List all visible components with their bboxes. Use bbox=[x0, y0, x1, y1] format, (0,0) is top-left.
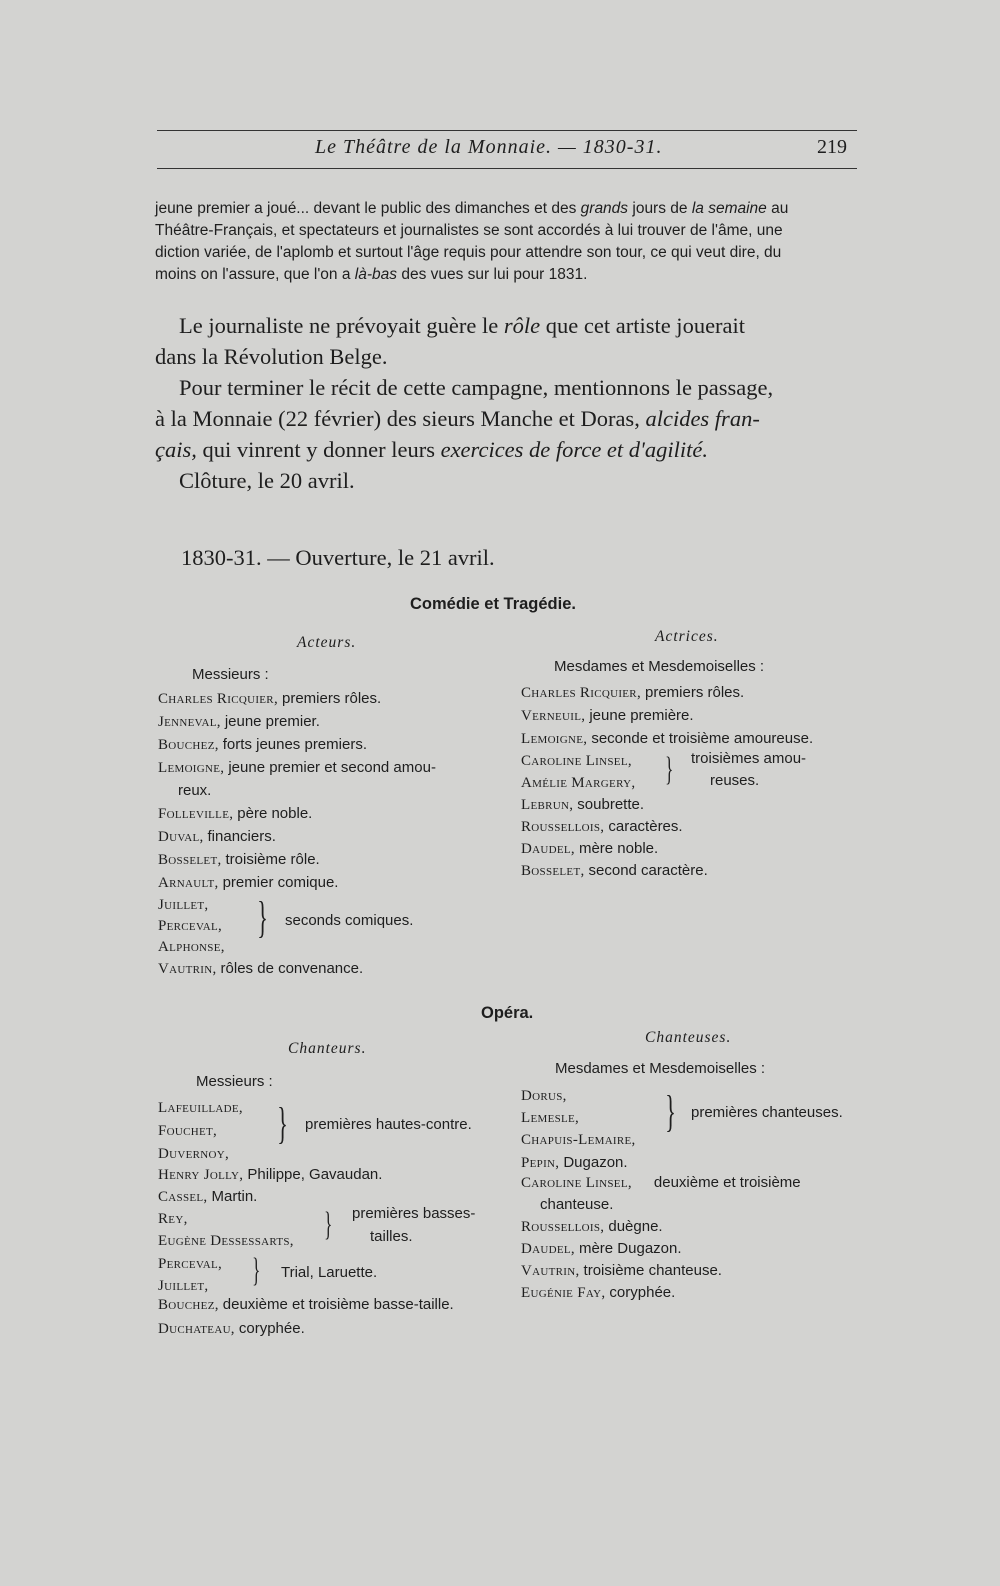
section-title-comedie: Comédie et Tragédie. bbox=[410, 595, 576, 613]
singer-group-role: tailles. bbox=[370, 1228, 413, 1245]
singer-entry: Caroline Linsel, deuxième et troisième bbox=[521, 1174, 801, 1191]
singer-entry: Cassel, Martin. bbox=[158, 1188, 258, 1205]
singer-group-name: Lemesle, bbox=[521, 1110, 580, 1126]
actor-entry: Arnault, premier comique. bbox=[158, 874, 339, 891]
singer-group-name: Lafeuillade, bbox=[158, 1100, 243, 1116]
singer-entry: Vautrin, troisième chanteuse. bbox=[521, 1262, 722, 1279]
singer-entry: Roussellois, duègne. bbox=[521, 1218, 663, 1235]
actor-entry: Bosselet, troisième rôle. bbox=[158, 851, 320, 868]
column-head-chanteurs: Chanteurs. bbox=[288, 1040, 367, 1057]
actor-entry: Duval, financiers. bbox=[158, 828, 276, 845]
singer-entry: Duchateau, coryphée. bbox=[158, 1320, 305, 1337]
singer-group-name: Duvernoy, bbox=[158, 1146, 230, 1162]
singer-group-name: Fouchet, bbox=[158, 1123, 218, 1139]
actress-entry: Lemoigne, seconde et troisième amoureuse. bbox=[521, 730, 814, 747]
page-number: 219 bbox=[817, 136, 847, 158]
singer-entry-continuation: chanteuse. bbox=[540, 1196, 614, 1213]
header-rule-top bbox=[157, 130, 857, 131]
singer-group-role: premières chanteuses. bbox=[691, 1104, 843, 1121]
singer-group-role: premières basses- bbox=[352, 1205, 476, 1222]
section-title-opera: Opéra. bbox=[481, 1004, 534, 1022]
mesdames-label: Mesdames et Mesdemoiselles : bbox=[555, 1060, 766, 1077]
messieurs-label: Messieurs : bbox=[196, 1073, 273, 1090]
actress-group-name: Amélie Margery, bbox=[521, 775, 636, 791]
actor-entry: Vautrin, rôles de convenance. bbox=[158, 960, 364, 977]
actor-entry: Charles Ricquier, premiers rôles. bbox=[158, 690, 382, 707]
brace-glyph: } bbox=[324, 1206, 333, 1243]
actor-entry: Lemoigne, jeune premier et second amou- bbox=[158, 759, 436, 776]
brace-glyph: } bbox=[252, 1252, 261, 1289]
actor-entry-continuation: reux. bbox=[178, 782, 212, 799]
brace-glyph: } bbox=[257, 893, 268, 942]
singer-entry: Daudel, mère Dugazon. bbox=[521, 1240, 682, 1257]
actor-entry: Bouchez, forts jeunes premiers. bbox=[158, 736, 367, 753]
actor-group-role: seconds comiques. bbox=[285, 912, 414, 929]
singer-group-name: Chapuis-Lemaire, bbox=[521, 1132, 636, 1148]
singer-group-name: Dorus, bbox=[521, 1088, 567, 1104]
actor-group-name: Juillet, bbox=[158, 897, 209, 913]
body-text: Le journaliste ne prévoyait guère le rôle que cet artiste jouerait dans la Révolution Belge. Pour terminer le récit de cette campagne, mentionnons le passage, à la Monnaie (22 février) des sieurs Manche et Doras, alcides fran- çais, qui vinrent y donner leurs exercices de force et d'agilité. Clôture, le 20 avril. bbox=[155, 313, 774, 493]
singer-group-role: Trial, Laruette. bbox=[281, 1264, 378, 1281]
actor-entry: Folleville, père noble. bbox=[158, 805, 313, 822]
singer-entry: Pepin, Dugazon. bbox=[521, 1154, 628, 1171]
singer-group-name: Eugène Dessessarts, bbox=[158, 1233, 294, 1249]
singer-group-name: Perceval, bbox=[158, 1256, 223, 1272]
header-rule-bottom bbox=[157, 168, 857, 169]
column-head-actrices: Actrices. bbox=[655, 628, 719, 645]
singer-entry: Eugénie Fay, coryphée. bbox=[521, 1284, 676, 1301]
singer-group-role: premières hautes-contre. bbox=[305, 1116, 472, 1133]
messieurs-label: Messieurs : bbox=[192, 666, 269, 683]
singer-group-name: Juillet, bbox=[158, 1278, 209, 1294]
actress-group-role: reuses. bbox=[710, 772, 760, 789]
column-head-chanteuses: Chanteuses. bbox=[645, 1029, 732, 1046]
actress-entry: Daudel, mère noble. bbox=[521, 840, 659, 857]
column-head-acteurs: Acteurs. bbox=[297, 634, 357, 651]
actress-entry: Roussellois, caractères. bbox=[521, 818, 683, 835]
season-heading: 1830-31. — Ouverture, le 21 avril. bbox=[181, 545, 495, 570]
intro-paragraph: jeune premier a joué... devant le public des dimanches et des grands jours de la semaine au Théâtre-Français, et spectateurs et journalistes se sont accordés à lui trouver de l'âme, une diction variée, de l'aplomb et surtout l'âge requis pour attendre son tour, ce qui veut dire, du moins on l'assure, que l'on a là-bas des vues sur lui pour 1831. bbox=[155, 200, 789, 283]
actress-group-name: Caroline Linsel, bbox=[521, 753, 632, 769]
running-header-title: Le Théâtre de la Monnaie. — 1830-31. bbox=[315, 136, 663, 158]
brace-glyph: } bbox=[665, 1087, 676, 1136]
actress-entry: Lebrun, soubrette. bbox=[521, 796, 645, 813]
actress-entry: Verneuil, jeune première. bbox=[521, 707, 694, 724]
actress-entry: Charles Ricquier, premiers rôles. bbox=[521, 684, 745, 701]
mesdames-label: Mesdames et Mesdemoiselles : bbox=[554, 658, 765, 675]
singer-entry: Henry Jolly, Philippe, Gavaudan. bbox=[158, 1166, 383, 1183]
singer-entry: Bouchez, deuxième et troisième basse-taille. bbox=[158, 1296, 454, 1313]
actor-group-name: Perceval, bbox=[158, 918, 223, 934]
actress-entry: Bosselet, second caractère. bbox=[521, 862, 708, 879]
actor-group-name: Alphonse, bbox=[158, 939, 225, 955]
actress-group-role: troisièmes amou- bbox=[691, 750, 807, 767]
singer-group-name: Rey, bbox=[158, 1211, 188, 1227]
brace-glyph: } bbox=[277, 1099, 288, 1148]
brace-glyph: } bbox=[665, 751, 674, 788]
actor-entry: Jenneval, jeune premier. bbox=[158, 713, 320, 730]
